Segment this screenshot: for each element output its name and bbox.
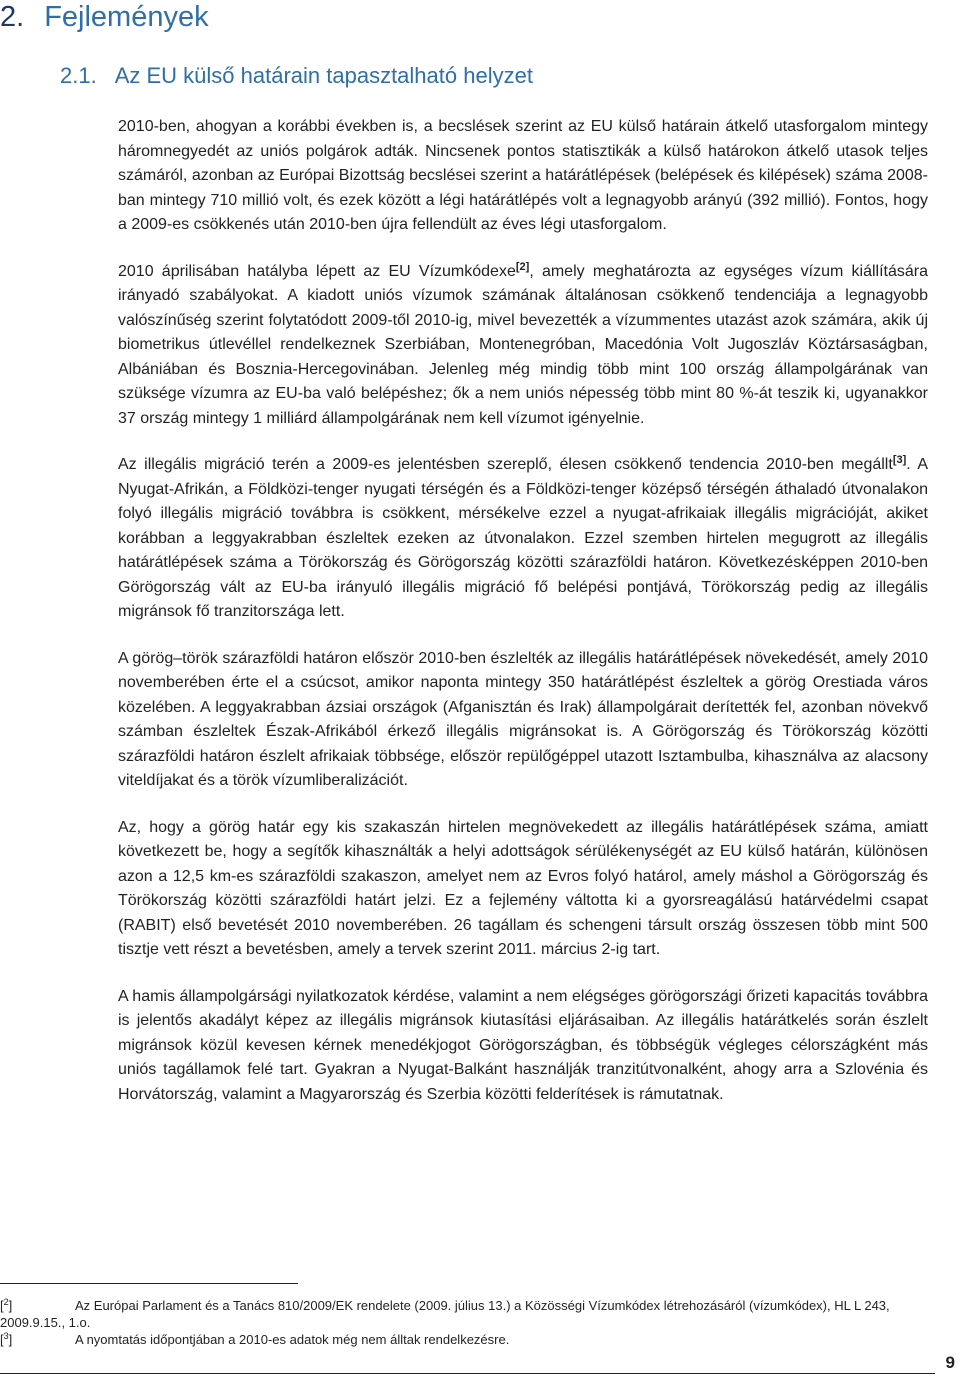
subsection-title: Az EU külső határain tapasztalható helyzet: [114, 63, 533, 88]
subsection-heading: [60, 62, 533, 90]
body-text: [118, 115, 928, 1107]
section-number: 2.: [0, 1, 25, 33]
paragraph-text: Az illegális migráció terén a 2009-es jelentésben szereplő, élesen csökkenő tendencia 2010-ben megállt: [118, 456, 893, 473]
footnote-ref[interactable]: [3]: [892, 454, 907, 466]
paragraph-text: 2010 áprilisában hatályba lépett az EU Vízumkódexe: [118, 262, 516, 280]
page-footer-rule: [0, 1373, 935, 1374]
paragraph: 2010-ben, ahogyan a korábbi években is, a becslések szerint az EU külső határain átkelő utasforgalom mintegy háromnegyedét az uniós polgárok adták. Nincsenek pontos statisztikák a külső határokon átkelő utasok teljes számáról, azonban az Európai Bizottság becslései szerint a határátlépések (belépések és kilépések) száma 2008-ban mintegy 710 millió volt, és ezek között a légi határátlépés volt a legnagyobb arányú (392 millió). Fontos, hogy a 2009-es csökkenés után 2010-ben újra fellendült az éves légi utasforgalom.: [118, 118, 928, 233]
footnote-separator: [0, 1283, 298, 1284]
paragraph: [118, 260, 928, 432]
footnote: [0, 1331, 935, 1348]
section-heading: [0, 0, 209, 34]
paragraph: [118, 453, 928, 625]
footnote: [0, 1297, 935, 1331]
footnote-text: Az Európai Parlament és a Tanács 810/2009/EK rendelete (2009. július 13.) a Közösségi Vízumkódex létrehozásáról (vízumkódex), HL L 243, 2009.9.15., 1.o.: [0, 1298, 890, 1330]
paragraph-text: , amely meghatározta az egységes vízum kiállítására irányadó szabályokat. A kiadott uniós vízumok számának általánosan csökkenő tendenciája a legnagyobb valószínűség szerint folytatódott 2009-től 2010-ig, mivel bevezették a vízummentes utazást azok számára, akik új biometrikus útlevéllel rendelkeznek Szerbiában, Montenegróban, Macedónia Volt Jugoszláv Köztársaságban, Albániában és Bosznia-Hercegovinában. Jelenleg még mindig több mint 100 ország állampolgárának van szüksége vízumra az EU-ba való belépéshez; ők a nem uniós népesség több mint 80 %-át teszik ki, ugyanakkor 37 ország mintegy 1 milliárd állampolgárának nem kell vízumot igényelnie.: [118, 262, 929, 427]
footnote-ref[interactable]: [2]: [515, 260, 530, 273]
subsection-number: 2.1.: [60, 63, 97, 88]
paragraph: A görög–török szárazföldi határon először 2010-ben észlelték az illegális határátlépések növekedését, amely 2010 novemberében érte el a csúcsot, amikor naponta mintegy 350 határátlépést észleltek a görög Orestiada város közelében. A leggyakrabban ázsiai országok (Afganisztán és Irak) állampolgárait derítették fel, azonban növekvő számban észleltek Észak-Afrikából érkező illegális migránsokat is. A Görögország és Törökország közötti szárazföldi határon észlelt afrikaiak többsége, először repülőgéppel utazott Isztambulba, kihasználva az alacsony viteldíjakat és a török vízumliberalizációt.: [118, 649, 928, 789]
footnote-text: A nyomtatás időpontjában a 2010-es adatok még nem álltak rendelkezésre.: [75, 1332, 510, 1347]
footnote-marker: [$^2$]: [0, 1297, 13, 1313]
paragraph: Az, hogy a görög határ egy kis szakaszán hirtelen megnövekedett az illegális határátlépések száma, amiatt következett be, hogy a segítők kihasználták a helyi adottságok sérülékenységét az EU külső határán, különösen azon a 12,5 km-es szárazföldi szakaszon, amelyet nem az Evros folyó határol, amely máshol a Görögország és Törökország közötti szárazföldi határt jelzi. Ez a fejlemény váltotta ki a gyorsreagálású határvédelmi csapat (RABIT) első bevetését 2010 novemberében. 26 tagállam és schengeni társult ország összesen több mint 500 tisztje vett részt a bevetésben, amely a tervek szerint 2011. március 2-ig tart.: [118, 818, 928, 958]
section-title: Fejlemények: [44, 1, 209, 33]
paragraph-text: . A Nyugat-Afrikán, a Földközi-tenger nyugati térségén és a Földközi-tenger középső térségén áthaladó útvonalakon folyó illegális migráció továbbra is csökkent, mérsékelve ezzel a nyugat-afrikaiak illegális migrációját, akiket korábban a leggyakrabban észleltek ezeken az útvonalakon. Ezzel szemben hirtelen megugrott az illegális határátlépések száma a Törökország és Görögország közötti szárazföldi határon. Következésképpen 2010-ben Görögország vált az EU-ba irányuló illegális migráció fő belépési pontjává, Törökország pedig az illegális migránsok fő tranzitországa lett.: [118, 456, 928, 620]
page-number: 9: [945, 1353, 955, 1372]
footnote-marker: [$^3$]: [0, 1331, 13, 1347]
footnotes: [0, 1297, 935, 1348]
paragraph: A hamis állampolgársági nyilatkozatok kérdése, valamint a nem elégséges görögországi őrizeti kapacitás továbbra is jelentős akadályt képez az illegális migránsok kiutasítási eljárásaiban. Az illegális határátkelés során észlelt migránsok közül kevesen kérnek menedékjogot Görögországban, és többségük végleges célországként más uniós tagállamok felé tart. Gyakran a Nyugat-Balkánt használják tranzitútvonalként, ahogy arra a Szlovénia és Horvátország, valamint a Magyarország és Szerbia közötti felderítések is rámutatnak.: [118, 987, 928, 1103]
